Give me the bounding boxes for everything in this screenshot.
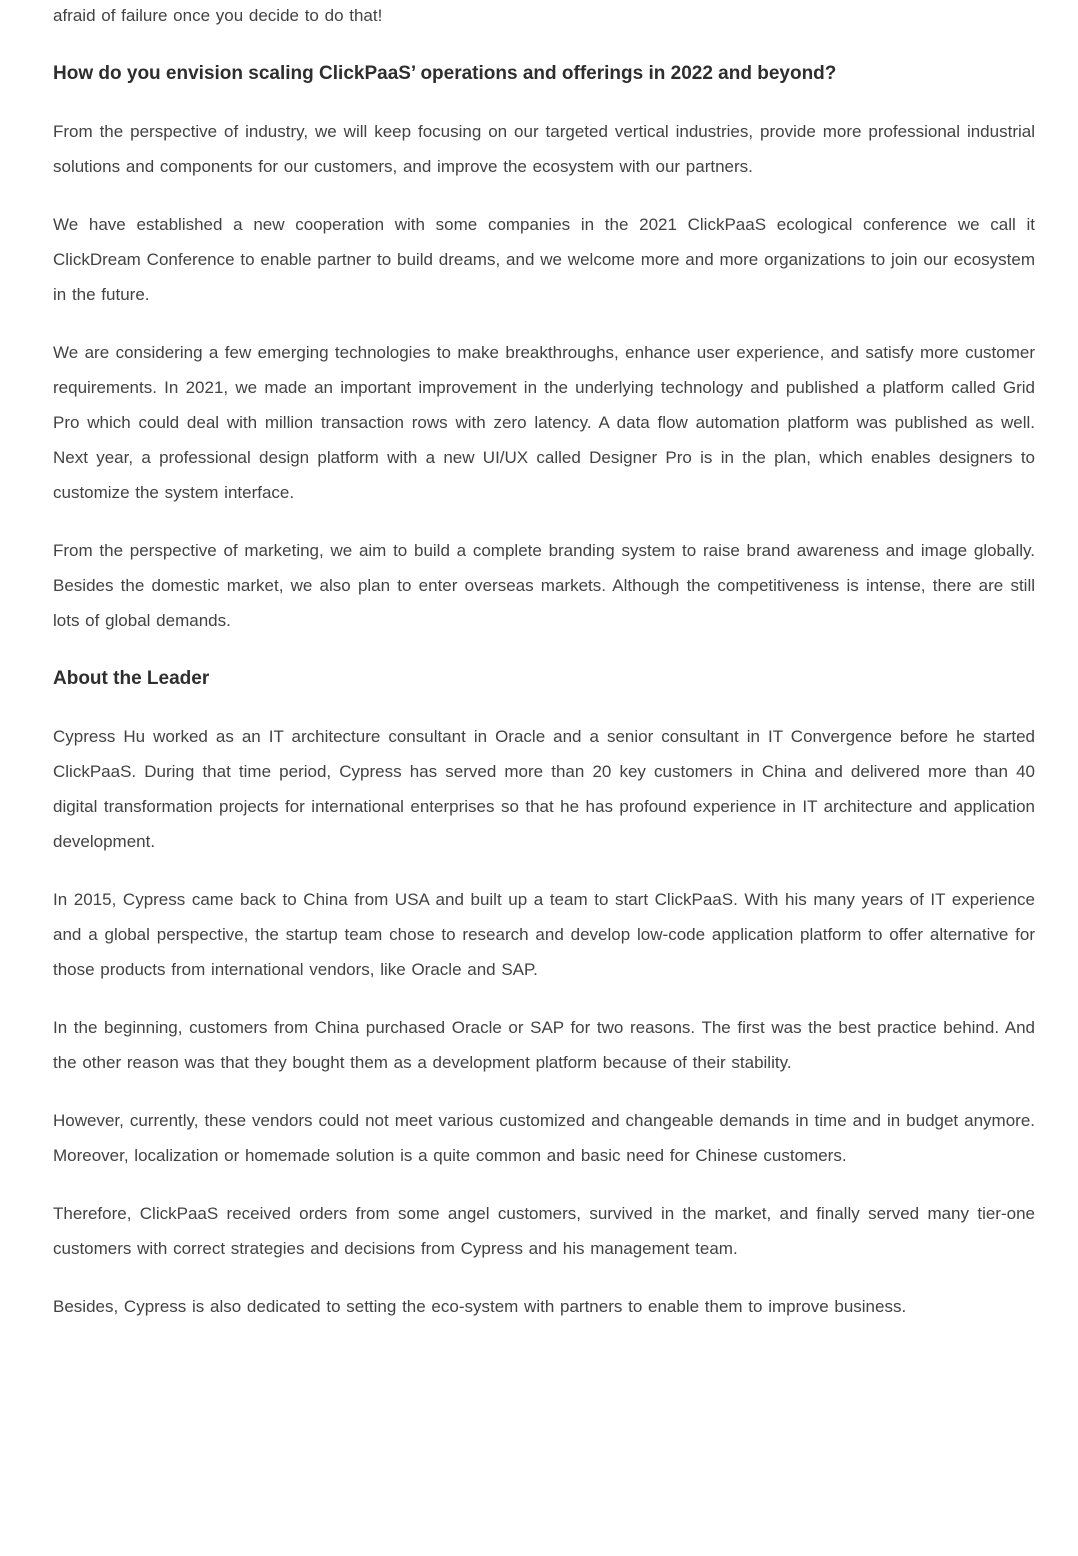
paragraph-cutoff-top: afraid of failure once you decide to do that! <box>53 6 383 25</box>
paragraph-industry-perspective: From the perspective of industry, we will keep focusing on our targeted vertical industries, provide more professional industrial solutions and components for our customers, and improve the ecosystem with our partners. <box>53 122 1035 176</box>
paragraph-marketing-perspective: From the perspective of marketing, we aim to build a complete branding system to raise brand awareness and image globally. Besides the domestic market, we also plan to enter overseas markets. Although the competitiveness is intense, there are still lots of global demands. <box>53 541 1035 630</box>
section-heading-scaling-question: How do you envision scaling ClickPaaS’ operations and offerings in 2022 and beyond? <box>53 63 837 84</box>
paragraph-cypress-background: Cypress Hu worked as an IT architecture consultant in Oracle and a senior consultant in IT Convergence before he started ClickPaaS. During that time period, Cypress has served more than 20 key customers in China and delivered more than 40 digital transformation projects for international enterprises so that he has profound experience in IT architecture and application development. <box>53 727 1035 851</box>
paragraph-clickdream-conference: We have established a new cooperation with some companies in the 2021 ClickPaaS ecological conference we call it ClickDream Conference to enable partner to build dreams, and we welcome more and more organizations to join our ecosystem in the future. <box>53 215 1035 304</box>
paragraph-oracle-sap-reasons: In the beginning, customers from China purchased Oracle or SAP for two reasons. The first was the best practice behind. And the other reason was that they bought them as a development platform because of their stability. <box>53 1018 1035 1072</box>
section-heading-about-the-leader: About the Leader <box>53 668 210 689</box>
paragraph-angel-customers: Therefore, ClickPaaS received orders from some angel customers, survived in the market, and finally served many tier-one customers with correct strategies and decisions from Cypress and his management team. <box>53 1204 1035 1258</box>
paragraph-ecosystem-dedication: Besides, Cypress is also dedicated to setting the eco-system with partners to enable them to improve business. <box>53 1297 907 1316</box>
paragraph-2015-startup: In 2015, Cypress came back to China from USA and built up a team to start ClickPaaS. With his many years of IT experience and a global perspective, the startup team chose to research and develop low-code application platform to offer alternative for those products from international vendors, like Oracle and SAP. <box>53 890 1035 979</box>
paragraph-vendor-limitations: However, currently, these vendors could not meet various customized and changeable demands in time and in budget anymore. Moreover, localization or homemade solution is a quite common and basic need for Chinese customers. <box>53 1111 1035 1165</box>
paragraph-emerging-technologies: We are considering a few emerging technologies to make breakthroughs, enhance user experience, and satisfy more customer requirements. In 2021, we made an important improvement in the underlying technology and published a platform called Grid Pro which could deal with million transaction rows with zero latency. A data flow automation platform was published as well. Next year, a professional design platform with a new UI/UX called Designer Pro is in the plan, which enables designers to customize the system interface. <box>53 343 1035 502</box>
